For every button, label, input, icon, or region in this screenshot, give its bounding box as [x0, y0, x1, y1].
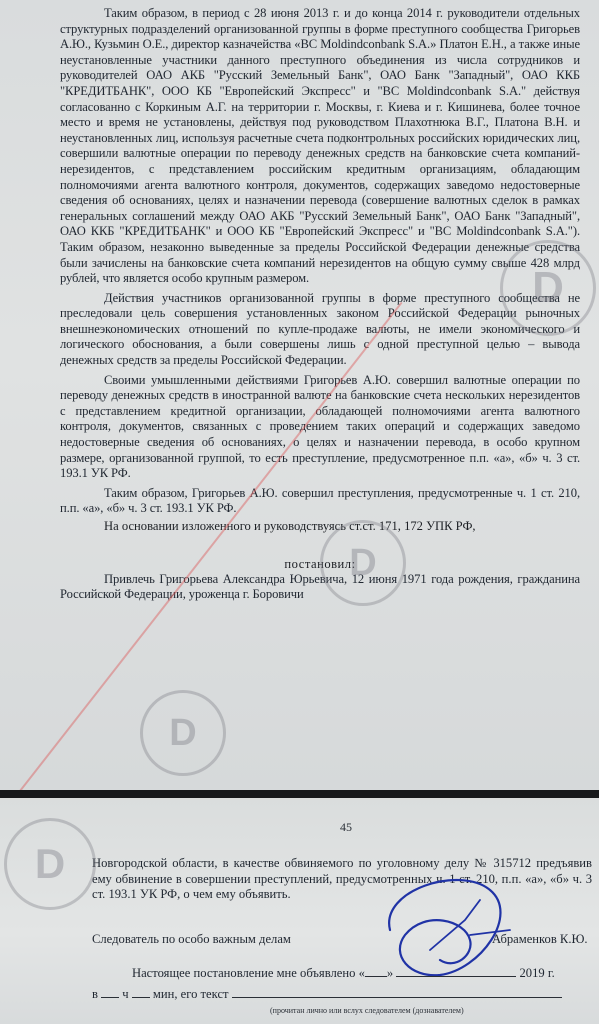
paragraph-1: Таким образом, в период с 28 июня 2013 г. и до конца 2014 г. руководители отдельных структурных подразделений организованной группы в форме преступного сообщества Григорьев А.Ю., Кузьмин О.Е., директор казначейства «BC Moldindconbank S.A.» Платон Е.Н., а также иные неустановленные участники данного преступного объединения из числа сотрудников и руководителей ОАО АКБ "Русский Земельный Банк", ОАО Банк "Западный", ОАО ККБ "КРЕДИТБАНК", ООО КБ "Европейский Экспресс" и "BC Moldindconbank S.A." действуя согласованно с Коркиным А.Г. на территории г. Москвы, г. Киева и г. Кишинева, более точное место и время не установлены, действуя под руководством Плахотнюка В.Г., Платона В.Н. и неустановленных лиц, используя расчетные счета подконтрольных российских юридических лиц, совершили валютные операции по переводу денежных средств на банковские счета компаний-нерезидентов, с представлением российским кредитным организациям, обладающим полномочиями агента валютного контроля, документов, содержащих заведомо недостоверные сведения об основаниях, целях и назначении перевода (совершение валютных сделок в рамках генеральных соглашений между ОАО АКБ "Русский Земельный Банк", ОАО Банк "Западный", ОАО ККБ "КРЕДИТБАНК" и ООО КБ "Европейский Экспресс" и "BC Moldindconbank S.A."). Таким образом, незаконно выведенные за пределы Российской Федерации денежные средства были зачислены на банковские счета компаний нерезидентов на общую сумму свыше 428 млрд рублей, что является особо крупным размером.: [60, 6, 580, 286]
month-blank: [396, 965, 516, 977]
investigator-name: Абраменков К.Ю.: [492, 932, 588, 946]
minute-blank: [132, 986, 150, 998]
caption-note: (прочитан лично или вслух следователем (дознавателем): [270, 1006, 464, 1015]
announce-prefix: Настоящее постановление мне объявлено «: [132, 966, 365, 980]
paragraph-3: Своими умышленными действиями Григорьев А.Ю. совершил валютные операции по переводу денежных средств в иностранной валюте на банковские счета нескольких нерезидентов с представлением кредитной организации, обладающей полномочиями агента валютного контроля, документов, связанных с проведением таких операций и содержащих заведомо недостоверные сведения об основаниях, о целях и назначении перевода, в особо крупном размере, организованной группой, то есть преступление, предусмотренное п.п. «а», «б» ч. 3 ст. 193.1 УК РФ.: [60, 372, 580, 481]
watermark-stamp-icon: D: [140, 690, 226, 776]
text-blank: [232, 986, 562, 998]
page-top-content: [60, 6, 580, 603]
paragraph-2: Действия участников организованной группы в форме преступного сообщества не преследовали цель совершения установленных законом Российской Федерации рыночных внешнеэкономических отношений по купле-продаже валюты, не имели экономического и логического обоснования, а были совершены лишь с одной преступной целью – вывода денежных средств за пределы Российской Федерации.: [60, 290, 580, 368]
announce-line: [132, 965, 555, 981]
privlech-paragraph: Привлечь Григорьева Александра Юрьевича, 12 июня 1971 года рождения, гражданина Российской Федерации, уроженца г. Боровичи: [60, 571, 580, 602]
announce-year: 2019 г.: [519, 966, 555, 980]
hour-blank: [101, 986, 119, 998]
watermark-stamp-icon: D: [4, 818, 96, 910]
time-line: [92, 986, 562, 1002]
resolved-heading: постановил:: [284, 556, 356, 571]
time-h: ч: [122, 987, 129, 1001]
basis-line: На основании изложенного и руководствуясь ст.ст. 171, 172 УПК РФ,: [104, 519, 476, 533]
page-gap: [0, 790, 599, 798]
announce-mid: »: [386, 966, 394, 980]
time-prefix: в: [92, 987, 98, 1001]
time-min: мин, его текст: [152, 987, 229, 1001]
day-blank: [365, 965, 387, 977]
page-number: 45: [340, 820, 352, 834]
watermark-stamp-icon: D: [500, 240, 596, 336]
investigator-title: Следователь по особо важным делам: [92, 932, 291, 946]
paragraph-4: Таким образом, Григорьев А.Ю. совершил преступления, предусмотренные ч. 1 ст. 210, п.п. «а», «б» ч. 3 ст. 193.1 УК РФ.: [60, 485, 580, 516]
bottom-paragraph: Новгородской области, в качестве обвиняемого по уголовному делу № 315712 предъявив ему обвинение в совершении преступлений, предусмотренных ч. 1 ст. 210, п.п. «а», «б» ч. 3 ст. 193.1 УК РФ, о чем ему объявить.: [92, 856, 592, 902]
watermark-stamp-icon: D: [320, 520, 406, 606]
